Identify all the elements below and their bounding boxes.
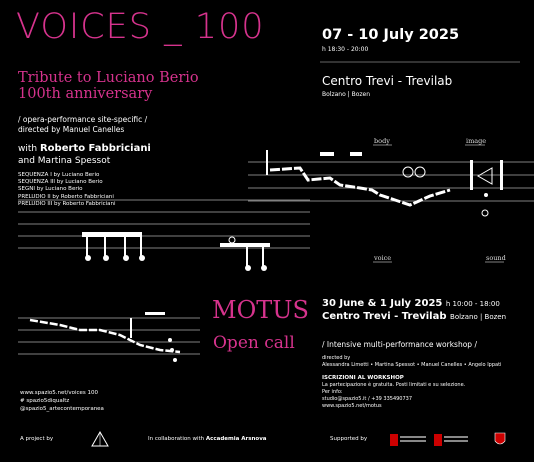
workshop-city: Bolzano | Bozen	[450, 313, 507, 321]
project-by-label: A project by	[20, 436, 54, 442]
opera-line-1: / opera-performance site-specific /	[18, 115, 148, 124]
opera-line-2: directed by Manuel Canelles	[18, 125, 125, 134]
tribute-heading	[18, 70, 199, 102]
score-label-sound: sound	[486, 254, 506, 262]
tribute-line-1: Tribute to Luciano Berio	[18, 70, 199, 86]
info-label: Per info:	[322, 389, 343, 395]
works-list	[18, 172, 116, 208]
event-hours: h 18:30 - 20:00	[322, 46, 369, 53]
with-prefix: with	[18, 144, 40, 154]
open-call: Open call	[213, 333, 295, 353]
bolzano-crest-icon	[494, 432, 506, 448]
info-contact[interactable]: studio@spazio5.it / +39 335490737	[322, 396, 413, 402]
workshop-directors: Alessandra Limetti • Martina Spessot • Manuel Canelles • Angelo Ippati	[322, 362, 502, 368]
collab-prefix: In collaboration with	[148, 436, 206, 442]
work-item: SEQUENZA I by Luciano Berio	[18, 172, 100, 178]
tribute-line-2: 100th anniversary	[18, 86, 153, 102]
workshop-dates	[322, 298, 500, 309]
score-label-image: image	[466, 137, 487, 145]
performer-second: and Martina Spessot	[18, 156, 111, 166]
social-links	[20, 389, 104, 413]
city: Bolzano | Bozen	[322, 91, 371, 98]
collaboration	[148, 436, 267, 442]
hashtag-link[interactable]: # spazio5diqualtz	[20, 398, 70, 404]
website-link[interactable]: www.spazio5.net/voices 100	[20, 390, 99, 396]
workshop-hours: h 10:00 - 18:00	[445, 300, 500, 308]
work-item: SEQUENZA III by Luciano Berio	[18, 179, 103, 186]
spazio5-logo-icon	[90, 430, 110, 450]
sponsor-logos-icon	[390, 430, 470, 450]
iscrizioni-heading: ISCRIZIONI AL WORKSHOP	[322, 375, 404, 381]
iscrizioni-note: La partecipazione è gratuita. Posti limitati e su selezione.	[322, 382, 466, 388]
venue: Centro Trevi - Trevilab	[322, 74, 453, 88]
workshop-dates-text: 30 June & 1 July 2025	[322, 298, 443, 309]
event-dates: 07 - 10 July 2025	[322, 27, 460, 43]
info-web[interactable]: www.spazio5.net/motus	[322, 403, 382, 409]
performers	[18, 143, 151, 167]
workshop-venue	[322, 311, 506, 322]
supported-by-label: Supported by	[330, 436, 368, 442]
score-label-voice: voice	[374, 254, 392, 262]
work-item: SEGNI by Luciano Berio	[18, 186, 83, 193]
performer-main: Roberto Fabbriciani	[39, 143, 151, 154]
motus-title: MOTUS	[212, 296, 309, 324]
workshop-directors-label: directed by	[322, 355, 351, 361]
work-item: PRELUDIO II by Roberto Fabbriciani	[18, 193, 114, 200]
instagram-link[interactable]: @spazio5_artecontemporanea	[20, 406, 104, 412]
event-title: VOICES _ 100	[16, 7, 265, 47]
collab-name: Accademia Arsnova	[205, 436, 267, 442]
workshop-venue-text: Centro Trevi - Trevilab	[322, 311, 447, 322]
workshop-title: / Intensive multi-performance workshop /	[322, 340, 477, 349]
opera-description	[18, 115, 147, 135]
work-item: PRELUDIO III by Roberto Fabbriciani	[18, 200, 116, 207]
score-label-body: body	[374, 137, 390, 145]
